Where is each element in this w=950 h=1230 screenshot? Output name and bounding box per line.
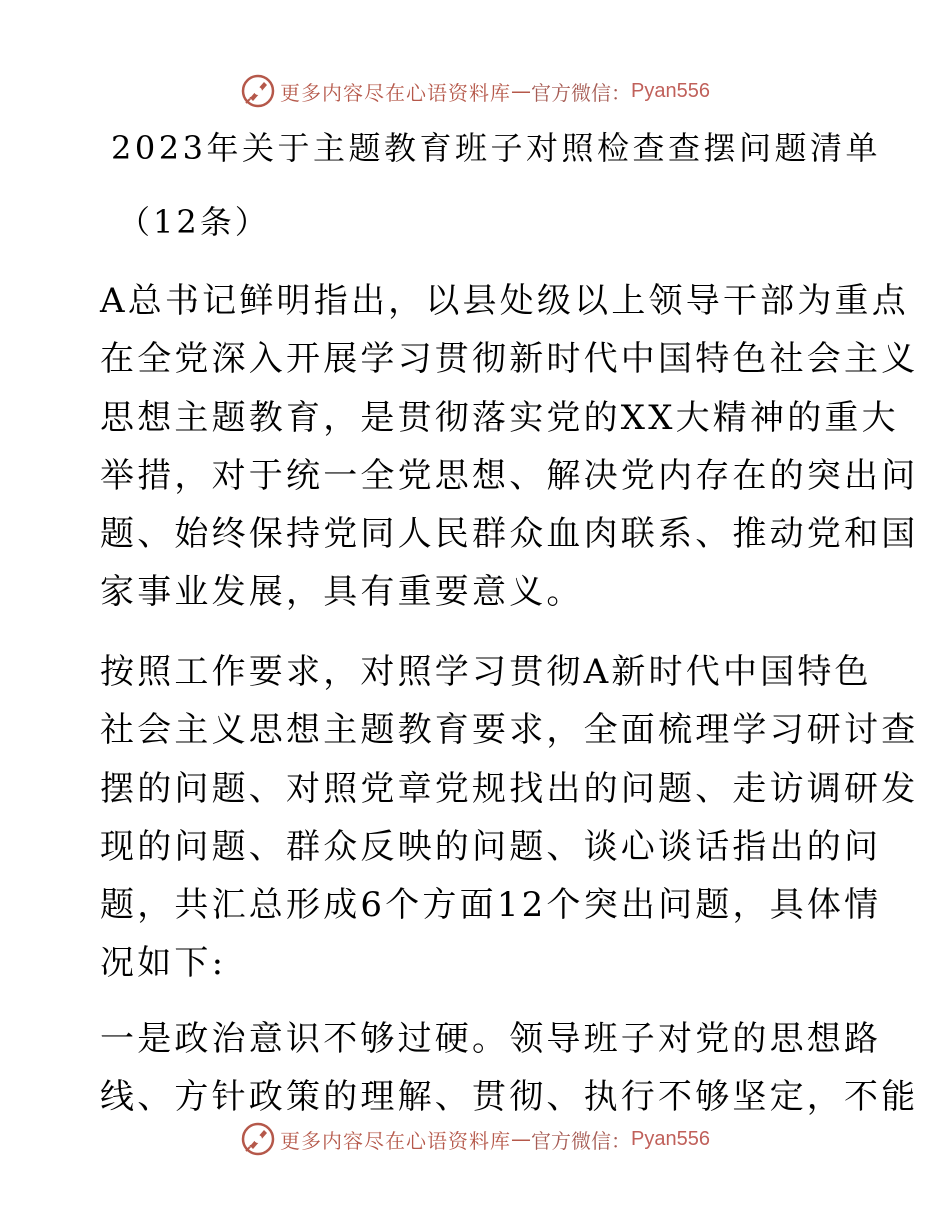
watermark-wechat-label: 官方微信：	[531, 80, 632, 105]
paragraph-line: A总书记鲜明指出，以县处级以上领导干部为重点	[100, 281, 909, 321]
pen-logo-icon	[240, 73, 276, 109]
paragraph-line: 社会主义思想主题教育要求，全面梳理学习研讨查	[100, 710, 919, 751]
paragraph-requirements	[100, 643, 919, 993]
watermark-wechat-id: Pyan556	[631, 79, 710, 102]
paragraph-line: 在全党深入开展学习贯彻新时代中国特色社会主义	[100, 339, 919, 380]
paragraph-line: 况如下:	[100, 943, 227, 984]
document-subtitle: （12条）	[118, 203, 270, 241]
watermark-text: 更多内容尽在心语资料库	[280, 80, 512, 105]
paragraph-intro	[100, 272, 919, 622]
watermark-wechat-label: 官方微信：	[531, 1128, 632, 1153]
paragraph-line: 思想主题教育，是贯彻落实党的XX大精神的重大	[100, 397, 899, 438]
paragraph-line: 举措，对于统一全党思想、解决党内存在的突出问	[100, 455, 919, 496]
paragraph-line: 家事业发展，具有重要意义。	[100, 572, 584, 613]
paragraph-line: 题，共汇总形成6个方面12个突出问题，具体情	[100, 885, 882, 926]
paragraph-line: 线、方针政策的理解、贯彻、执行不够坚定，不能	[100, 1077, 919, 1118]
watermark-text: 更多内容尽在心语资料库	[280, 1128, 512, 1153]
watermark-dash: —	[511, 1127, 532, 1151]
paragraph-line: 一是政治意识不够过硬。领导班子对党的思想路	[100, 1019, 882, 1059]
paragraph-line: 摆的问题、对照党章党规找出的问题、走访调研发	[100, 768, 919, 809]
pen-logo-icon	[240, 1121, 276, 1157]
watermark-dash: —	[511, 79, 532, 103]
paragraph-line: 题、始终保持党同人民群众血肉联系、推动党和国	[100, 514, 919, 555]
header-watermark	[0, 71, 950, 111]
footer-watermark	[0, 1119, 950, 1159]
paragraph-line: 现的问题、群众反映的问题、谈心谈话指出的问	[100, 826, 882, 867]
paragraph-issue-one	[100, 1010, 919, 1127]
watermark-wechat-id: Pyan556	[631, 1127, 710, 1150]
paragraph-line: 按照工作要求，对照学习贯彻A新时代中国特色	[100, 652, 872, 692]
document-title: 2023年关于主题教育班子对照检查查摆问题清单	[111, 129, 881, 167]
